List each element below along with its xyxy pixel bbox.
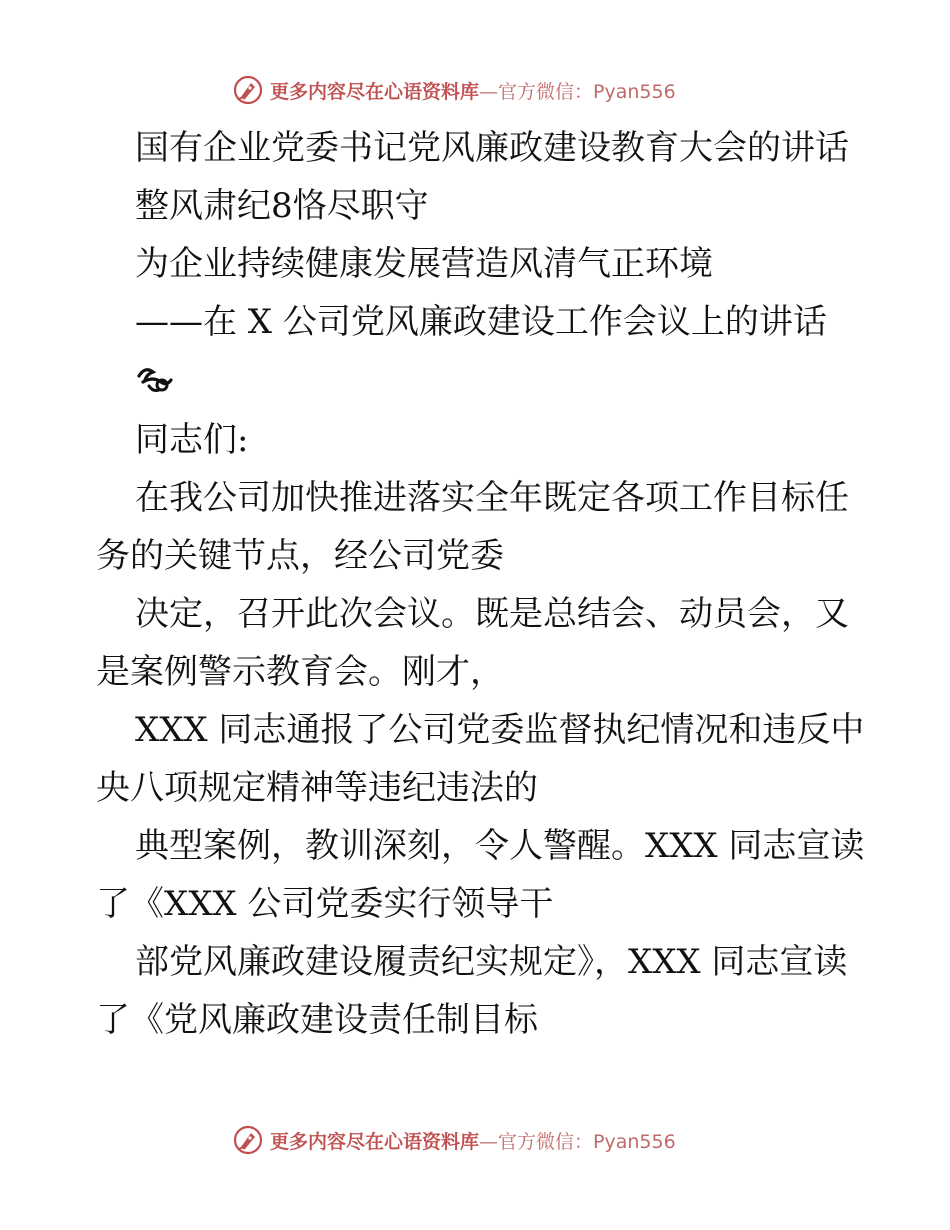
banner-wechat-label: 官方微信： (498, 1130, 594, 1153)
body-line: 了《党风廉政建设责任制目标 (96, 1000, 538, 1040)
banner-dash: — (479, 80, 499, 103)
title-line-2: 整风肃纪8恪尽职守 (135, 186, 429, 226)
title-line-3: 为企业持续健康发展营造风清气正环境 (135, 244, 713, 284)
body-line: XXX 同志通报了公司党委监督执纪情况和违反中 (135, 710, 865, 750)
body-line: 务的关键节点，经公司党委 (96, 536, 504, 576)
greeting: 同志们: (135, 420, 249, 460)
body-line: 部党风廉政建设履责纪实规定》，XXX 同志宣读 (135, 942, 848, 982)
pen-nib-logo-icon (232, 1124, 264, 1156)
body-line: 是案例警示教育会。刚才， (96, 652, 504, 692)
body-line: 决定，召开此次会议。既是总结会、动员会，又 (135, 594, 849, 634)
title-line-4: ——在 X 公司党风廉政建设工作会议上的讲话 (135, 302, 827, 342)
header-banner (232, 70, 752, 110)
banner-wechat-id: Pyan556 (593, 1130, 676, 1153)
title-line-1: 国有企业党委书记党风廉政建设教育大会的讲话 (135, 128, 849, 168)
body-line: 了《XXX 公司党委实行领导干 (96, 884, 554, 924)
banner-site-name: 更多内容尽在心语资料库 (270, 80, 480, 103)
banner-text (270, 1127, 676, 1154)
pen-nib-logo-icon (232, 74, 264, 106)
banner-wechat-label: 官方微信： (498, 80, 594, 103)
banner-dash: — (479, 1130, 499, 1153)
banner-text (270, 77, 676, 104)
body-line: 典型案例，教训深刻，令人警醒。XXX 同志宣读 (135, 826, 865, 866)
banner-site-name: 更多内容尽在心语资料库 (270, 1130, 480, 1153)
footer-banner (232, 1120, 752, 1160)
body-line: 在我公司加快推进落实全年既定各项工作目标任 (135, 478, 849, 518)
body-line: 央八项规定精神等违纪违法的 (96, 768, 538, 808)
banner-wechat-id: Pyan556 (593, 80, 676, 103)
ornament-glyph-icon (135, 362, 175, 396)
